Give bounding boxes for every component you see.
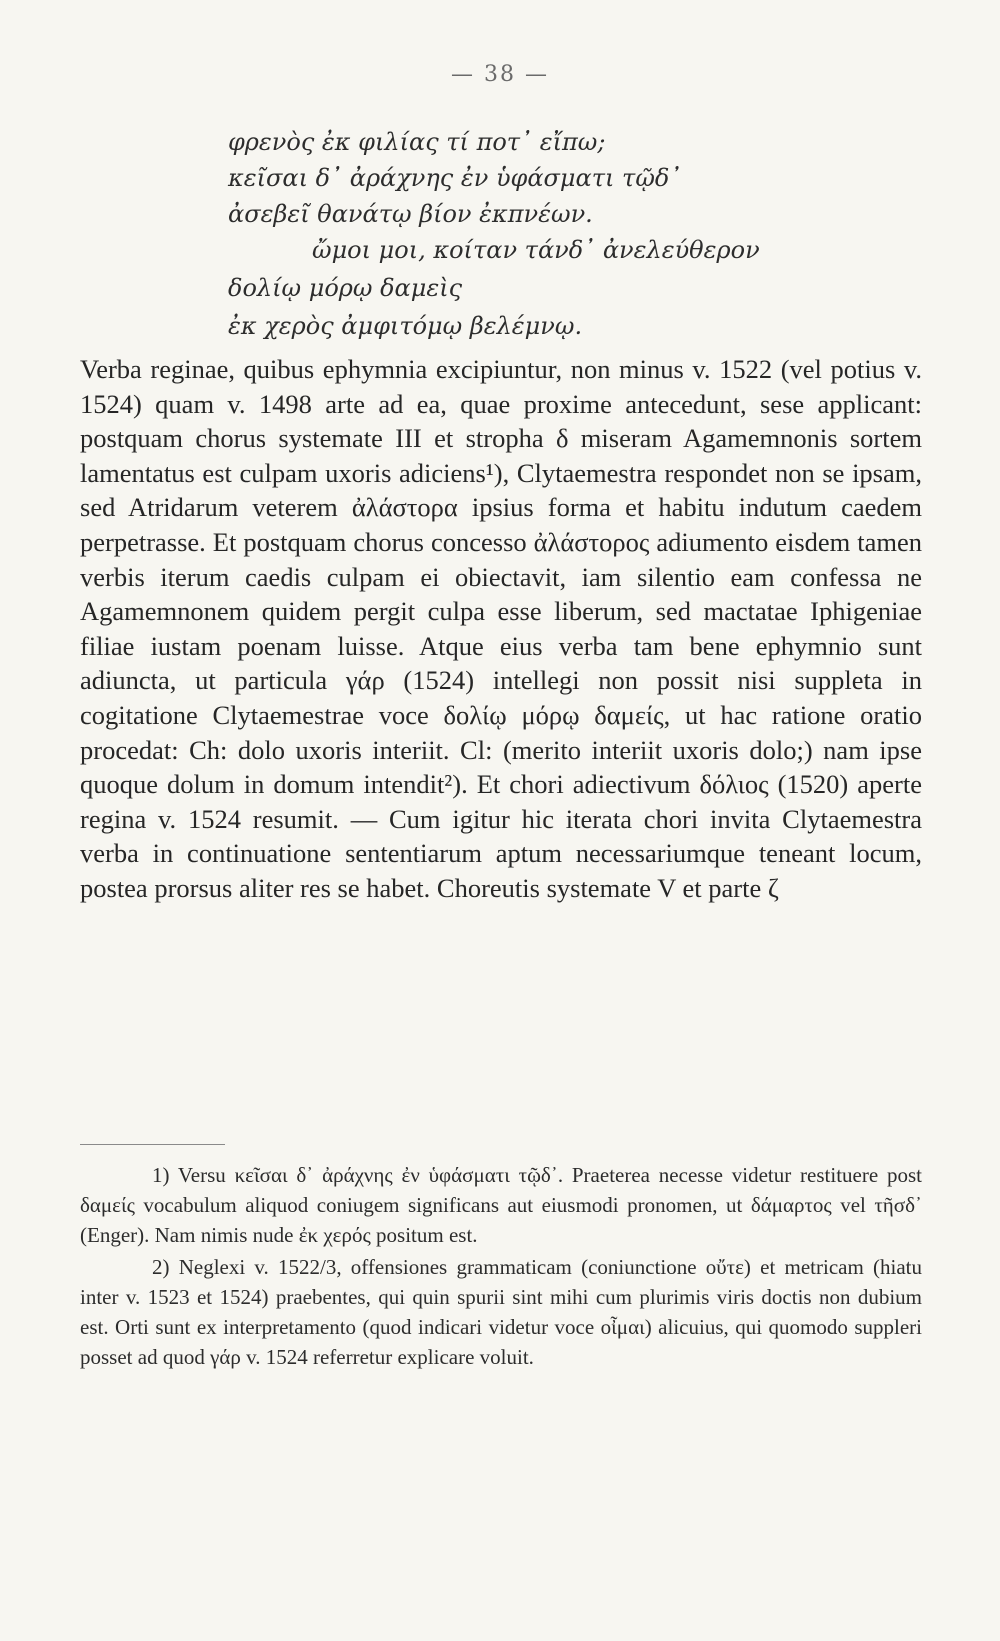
verse-line: ὤμοι μοι, κοίταν τάνδ᾽ ἀνελεύθερον bbox=[312, 236, 760, 264]
body-paragraph: Verba reginae, quibus ephymnia excipiuntur, non minus v. 1522 (vel potius v. 1524) quam v. 1498 arte ad ea, quae proxime antecedunt, sese applicant: postquam chorus systemate III et stropha δ miseram Agamemnonis sortem lamentatus est culpam uxoris adiciens¹), Clytaemestra respondet non se ipsam, sed Atridarum veterem ἀλάστορα ipsius forma et habitu indutum caedem perpetrasse. Et postquam chorus concesso ἀλάστορος adiumento eisdem tamen verbis iterum caedis culpam ei obiectavit, iam silentio eam confessa ne Agamemnonem quidem pergit culpa esse liberum, sed mactatae Iphigeniae filiae iustam poenam luisse. Atque eius verba tam bene ephymnio sunt adiuncta, ut particula γάρ (1524) intellegi non possit nisi suppleta in cogitatione Clytaemestrae voce δολίῳ μόρῳ δαμείς, ut hac ratione oratio procedat: Ch: dolo uxoris interiit. Cl: (merito interiit uxoris dolo;) nam ipse quoque dolum in domum intendit²). Et chori adiectivum δόλιος (1520) aperte regina v. 1524 resumit. — Cum igitur hic iterata chori invita Clytaemestra verba in continuatione sententiarum aptum necessariumque teneant locum, postea prorsus aliter res se habet. Choreutis systemate V et parte ζ bbox=[80, 354, 922, 903]
footnote-1: 1) Versu κεῖσαι δ᾽ ἀράχνης ἐν ὑφάσματι τῷδ᾽. Praeterea necesse videtur restituere post δαμείς vocabulum aliquod coniugem significans aut eiusmodi pronomen, ut δάμαρτος vel τῆσδ᾽ (Enger). Nam nimis nude ἐκ χερός positum est. bbox=[80, 1163, 922, 1247]
verse-line: ἀσεβεῖ θανάτῳ βίον ἐκπνέων. bbox=[228, 200, 593, 228]
footnote-separator bbox=[80, 1144, 225, 1145]
verse-line: δολίῳ μόρῳ δαμεὶς bbox=[228, 274, 463, 302]
footnotes bbox=[80, 1160, 922, 1374]
verse-line: κεῖσαι δ᾽ ἀράχνης ἐν ὑφάσματι τῷδ᾽ bbox=[228, 164, 682, 192]
verse-line: ἐκ χερὸς ἀμφιτόμῳ βελέμνῳ. bbox=[228, 312, 583, 340]
page-number: — 38 — bbox=[451, 62, 549, 87]
verse-line: φρενὸς ἐκ φιλίας τί ποτ᾽ εἴπω; bbox=[228, 128, 606, 156]
footnote-2: 2) Neglexi v. 1522/3, offensiones grammaticam (coniunctione οὔτε) et metricam (hiatu inter v. 1523 et 1524) praebentes, qui quin spurii sint mihi cum plurimis viris doctis non dubium est. Orti sunt ex interpretamento (quod indicari videtur voce οἶμαι) alicuius, qui quomodo suppleri posset ad quod γάρ v. 1524 referretur explicare voluit. bbox=[80, 1255, 922, 1369]
